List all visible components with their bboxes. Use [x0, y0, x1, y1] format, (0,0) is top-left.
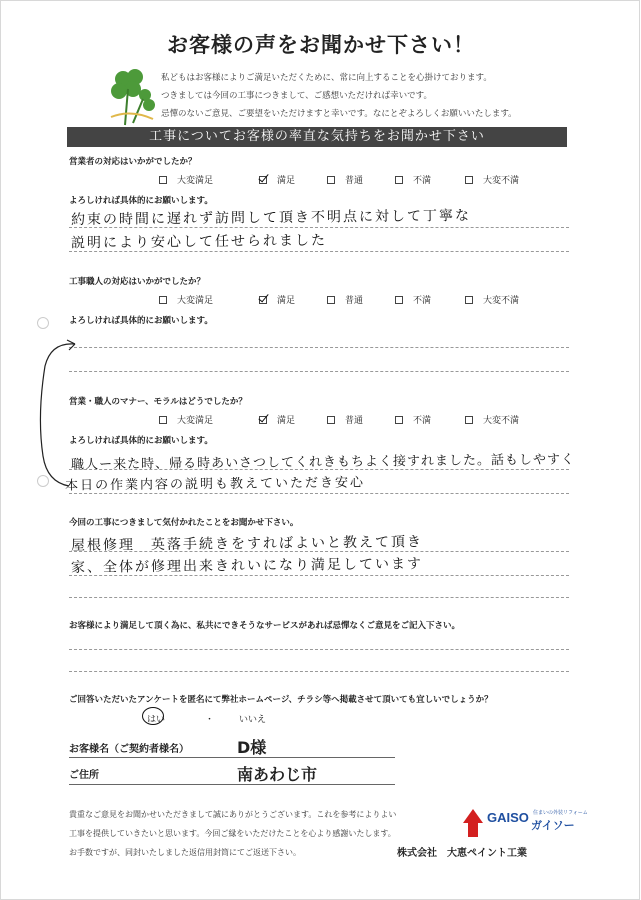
punch-hole [37, 475, 49, 487]
option-satisfied[interactable]: 満足 [259, 173, 295, 186]
option-normal[interactable]: 普通 [327, 293, 363, 306]
checkbox[interactable] [395, 296, 403, 304]
option-dissatisfied[interactable]: 不満 [395, 413, 431, 426]
option-very-dissatisfied[interactable]: 大変不満 [465, 293, 519, 306]
rating-manners [159, 413, 579, 427]
page-title: お客様の声をお聞かせ下さい！ [167, 33, 475, 57]
checkbox-checked[interactable] [259, 296, 267, 304]
yes-circle-mark [142, 707, 164, 725]
customer-address: 南あわじ市 [237, 765, 318, 784]
answer-line [69, 227, 569, 228]
question-sales: 営業者の対応はいかがでしたか？ [69, 157, 197, 167]
option-normal[interactable]: 普通 [327, 413, 363, 426]
rating-craftsman [159, 293, 579, 307]
address-underline [69, 784, 395, 785]
option-dissatisfied[interactable]: 不満 [395, 293, 431, 306]
detail-prompt: よろしければ具体的にお願いします。 [69, 436, 213, 446]
checkbox[interactable] [159, 176, 167, 184]
publish-no[interactable]: いいえ [239, 715, 267, 725]
answer-line [69, 575, 569, 576]
checkbox[interactable] [395, 416, 403, 424]
answer-line [69, 597, 569, 598]
footer-line-3: お手数ですが、同封いたしました返信用封筒にてご返送下さい。 [69, 848, 301, 857]
logo-katakana: ガイソー [531, 819, 575, 832]
address-label: ご住所 [69, 770, 99, 781]
company-name: 株式会社 大恵ペイント工業 [397, 848, 527, 859]
name-underline [69, 757, 395, 758]
checkbox[interactable] [159, 416, 167, 424]
rating-sales [159, 173, 579, 187]
footer-line-1: 貴重なご意見をお聞かせいただきまして誠にありがとうございます。これを参考によりよい [69, 810, 397, 819]
checkbox[interactable] [327, 296, 335, 304]
checkbox-checked[interactable] [259, 176, 267, 184]
publish-separator: ・ [205, 715, 215, 725]
answer-sales-1: 約束の時間に遅れず訪問して頂き不明点に対して丁寧な [70, 207, 472, 229]
question-publish: ご回答いただいたアンケートを匿名にて弊社ホームページ、チラシ等へ掲載させて頂いても宜しいでしょうか？ [69, 695, 493, 705]
checkbox[interactable] [159, 296, 167, 304]
customer-name: D様 [237, 738, 267, 757]
clover-icon [101, 65, 161, 129]
question-feedback: 今回の工事につきまして気付かれたことをお聞かせ下さい。 [69, 518, 299, 528]
checkbox[interactable] [465, 416, 473, 424]
answer-line [69, 493, 569, 494]
punch-hole [37, 317, 49, 329]
publish-yes[interactable]: はい [147, 715, 166, 725]
checkbox[interactable] [465, 296, 473, 304]
option-very-dissatisfied[interactable]: 大変不満 [465, 173, 519, 186]
footer-line-2: 工事を提供していきたいと思います。今回ご縁をいただけたことを心より感謝いたします。 [69, 829, 396, 838]
section-banner: 工事についてお客様の率直な気持ちをお聞かせ下さい [67, 127, 567, 147]
intro-line-2: つきましては今回の工事につきまして、ご感想いただければ幸いです。 [161, 91, 432, 101]
answer-line [69, 671, 569, 672]
answer-line [69, 251, 569, 252]
option-very-satisfied[interactable]: 大変満足 [159, 293, 213, 306]
option-very-dissatisfied[interactable]: 大変不満 [465, 413, 519, 426]
detail-prompt: よろしければ具体的にお願いします。 [69, 196, 213, 206]
intro-line-3: 忌憚のないご意見、ご要望をいただけますと幸いです。なにとぞよろしくお願いいたします。 [161, 109, 517, 119]
answer-line [69, 649, 569, 650]
option-dissatisfied[interactable]: 不満 [395, 173, 431, 186]
answer-feedback-1: 屋根修理 英落手続きをすればよいと教えて頂き [70, 534, 424, 554]
intro-line-1: 私どもはお客様によりご満足いただくために、常に向上することを心掛けております。 [161, 73, 492, 83]
answer-manners-2: 本日の作業内容の説明も教えていただき安心 [64, 475, 366, 494]
option-satisfied[interactable]: 満足 [259, 293, 295, 306]
question-craftsman: 工事職人の対応はいかがでしたか？ [69, 277, 206, 287]
answer-line [69, 347, 569, 348]
checkbox[interactable] [395, 176, 403, 184]
question-manners: 営業・職人のマナー、モラルはどうでしたか？ [69, 397, 247, 407]
option-very-satisfied[interactable]: 大変満足 [159, 413, 213, 426]
checkbox[interactable] [327, 176, 335, 184]
gaiso-logo [459, 805, 588, 841]
detail-prompt: よろしければ具体的にお願いします。 [69, 316, 213, 326]
option-very-satisfied[interactable]: 大変満足 [159, 173, 213, 186]
customer-name-label: お客様名（ご契約者様名） [69, 744, 189, 755]
checkbox[interactable] [465, 176, 473, 184]
answer-line [69, 371, 569, 372]
checkbox[interactable] [327, 416, 335, 424]
answer-line [69, 469, 569, 470]
answer-line [69, 551, 569, 552]
answer-sales-2: 説明により安心して任せられました [70, 232, 328, 252]
option-normal[interactable]: 普通 [327, 173, 363, 186]
answer-feedback-2: 家、全体が修理出来きれいになり満足しています [70, 556, 424, 576]
question-service: お客様により満足して頂く為に、私共にできそうなサービスがあれば忌憚なくご意見をご記入下さい。 [69, 621, 461, 631]
option-satisfied[interactable]: 満足 [259, 413, 295, 426]
logo-tagline: 住まいの外装リフォーム [533, 810, 588, 816]
checkbox-checked[interactable] [259, 416, 267, 424]
handwritten-arrow [31, 336, 91, 496]
answer-manners-1: 職人ー来た時、帰る時あいさつしてくれきもちよく接すれました。話もしやすく [70, 452, 576, 473]
logo-brand: GAISO [487, 810, 529, 825]
